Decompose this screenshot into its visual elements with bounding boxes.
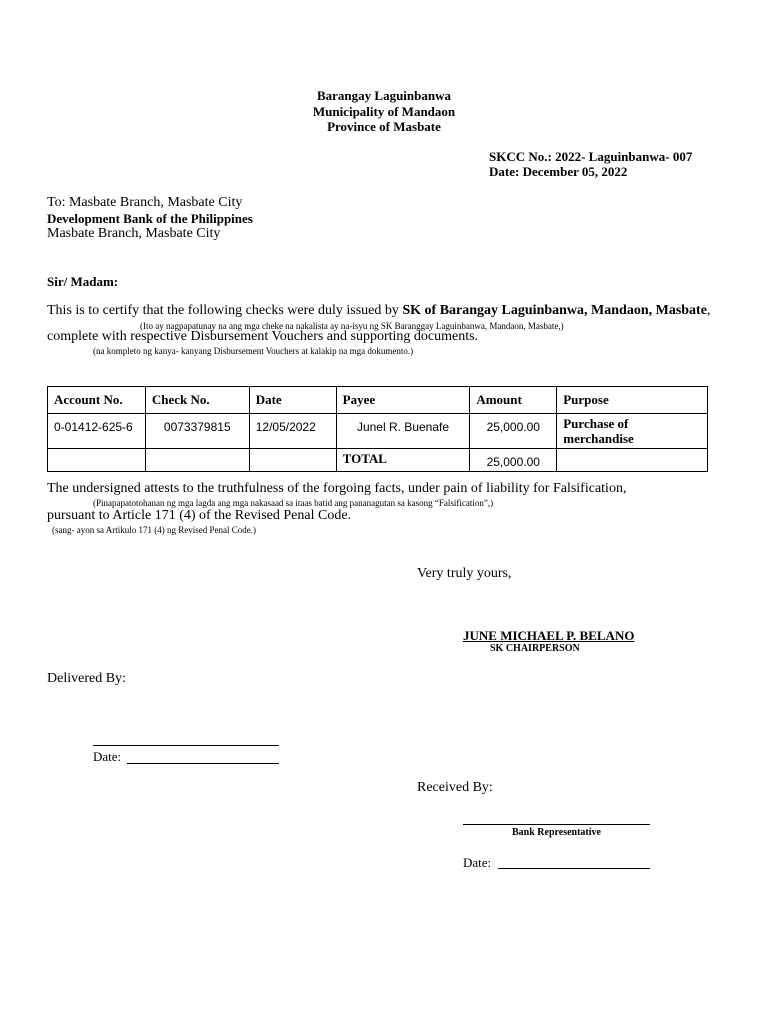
complete-paragraph: complete with respective Disbursement Vouchers and supporting documents.	[47, 329, 479, 344]
delivered-date-line	[127, 763, 279, 764]
complete-translation: (na kompleto ng kanya- kanyang Disbursement Vouchers at kalakip na mga dokumento.)	[93, 346, 414, 356]
cell-purpose: Purchase of merchandise	[557, 414, 708, 449]
checks-table	[47, 386, 708, 472]
bank-rep-title: Bank Representative	[512, 827, 601, 838]
cell-account: 0-01412-625-6	[48, 414, 146, 449]
bank-rep-signature-line	[463, 824, 650, 825]
cell-empty	[48, 449, 146, 472]
delivered-date-label: Date:	[93, 749, 122, 764]
salutation: Sir/ Madam:	[47, 274, 119, 289]
certify-prefix: This is to certify that the following checks were duly issued by	[47, 303, 403, 318]
cell-amount: 25,000.00	[470, 414, 557, 449]
table-header-row	[48, 387, 708, 414]
signatory-title: SK CHAIRPERSON	[490, 643, 580, 654]
col-check-no: Check No.	[145, 387, 249, 414]
signatory-name: JUNE MICHAEL P. BELANO	[463, 628, 635, 643]
table-row	[48, 414, 708, 449]
delivered-by-label: Delivered By:	[47, 671, 126, 686]
cell-empty	[145, 449, 249, 472]
header-province: Province of Masbate	[327, 119, 441, 134]
received-date-line	[498, 868, 650, 869]
cell-empty	[249, 449, 336, 472]
col-date: Date	[249, 387, 336, 414]
certify-suffix: ,	[706, 303, 711, 318]
col-amount: Amount	[470, 387, 557, 414]
delivered-by-signature-line	[93, 745, 279, 746]
skcc-number: SKCC No.: 2022- Laguinbanwa- 007	[489, 149, 693, 164]
header-barangay: Barangay Laguinbanwa	[316, 88, 451, 103]
certify-issuer: SK of Barangay Laguinbanwa, Mandaon, Masbate	[402, 303, 707, 318]
col-purpose: Purpose	[557, 387, 708, 414]
table-total-row	[48, 449, 708, 472]
total-label: TOTAL	[336, 449, 470, 472]
cell-check: 0073379815	[145, 414, 249, 449]
cell-date: 12/05/2022	[249, 414, 336, 449]
certify-paragraph	[47, 303, 710, 319]
attest-translation: (Pinapapatotohanan ng mga lagda ang mga nakasaad sa itaas batid ang pananagutan sa kasong “Falsification”,)	[93, 498, 494, 508]
addressee-bank: Development Bank of the Philippines	[47, 211, 253, 226]
closing-phrase: Very truly yours,	[417, 566, 512, 581]
col-account-no: Account No.	[48, 387, 146, 414]
attest-paragraph: The undersigned attests to the truthfulness of the forgoing facts, under pain of liability for Falsification,	[47, 481, 627, 496]
cell-empty	[557, 449, 708, 472]
total-amount: 25,000.00	[470, 449, 557, 472]
col-payee: Payee	[336, 387, 470, 414]
header-municipality: Municipality of Mandaon	[312, 104, 456, 119]
article-translation: (sang- ayon sa Artikulo 171 (4) ng Revised Penal Code.)	[52, 525, 256, 535]
article-paragraph: pursuant to Article 171 (4) of the Revised Penal Code.	[47, 508, 352, 523]
addressee-to: To: Masbate Branch, Masbate City	[47, 195, 243, 210]
received-by-label: Received By:	[417, 780, 493, 795]
addressee-branch: Masbate Branch, Masbate City	[47, 226, 221, 241]
certify-translation: (Ito ay nagpapatunay na ang mga cheke na nakalista ay na-isyu ng SK Baranggay Laguinbanwa, Mandaon, Masbate,)	[140, 321, 564, 331]
document-date: Date: December 05, 2022	[489, 164, 628, 179]
received-date-label: Date:	[463, 855, 492, 870]
cell-payee: Junel R. Buenafe	[336, 414, 470, 449]
